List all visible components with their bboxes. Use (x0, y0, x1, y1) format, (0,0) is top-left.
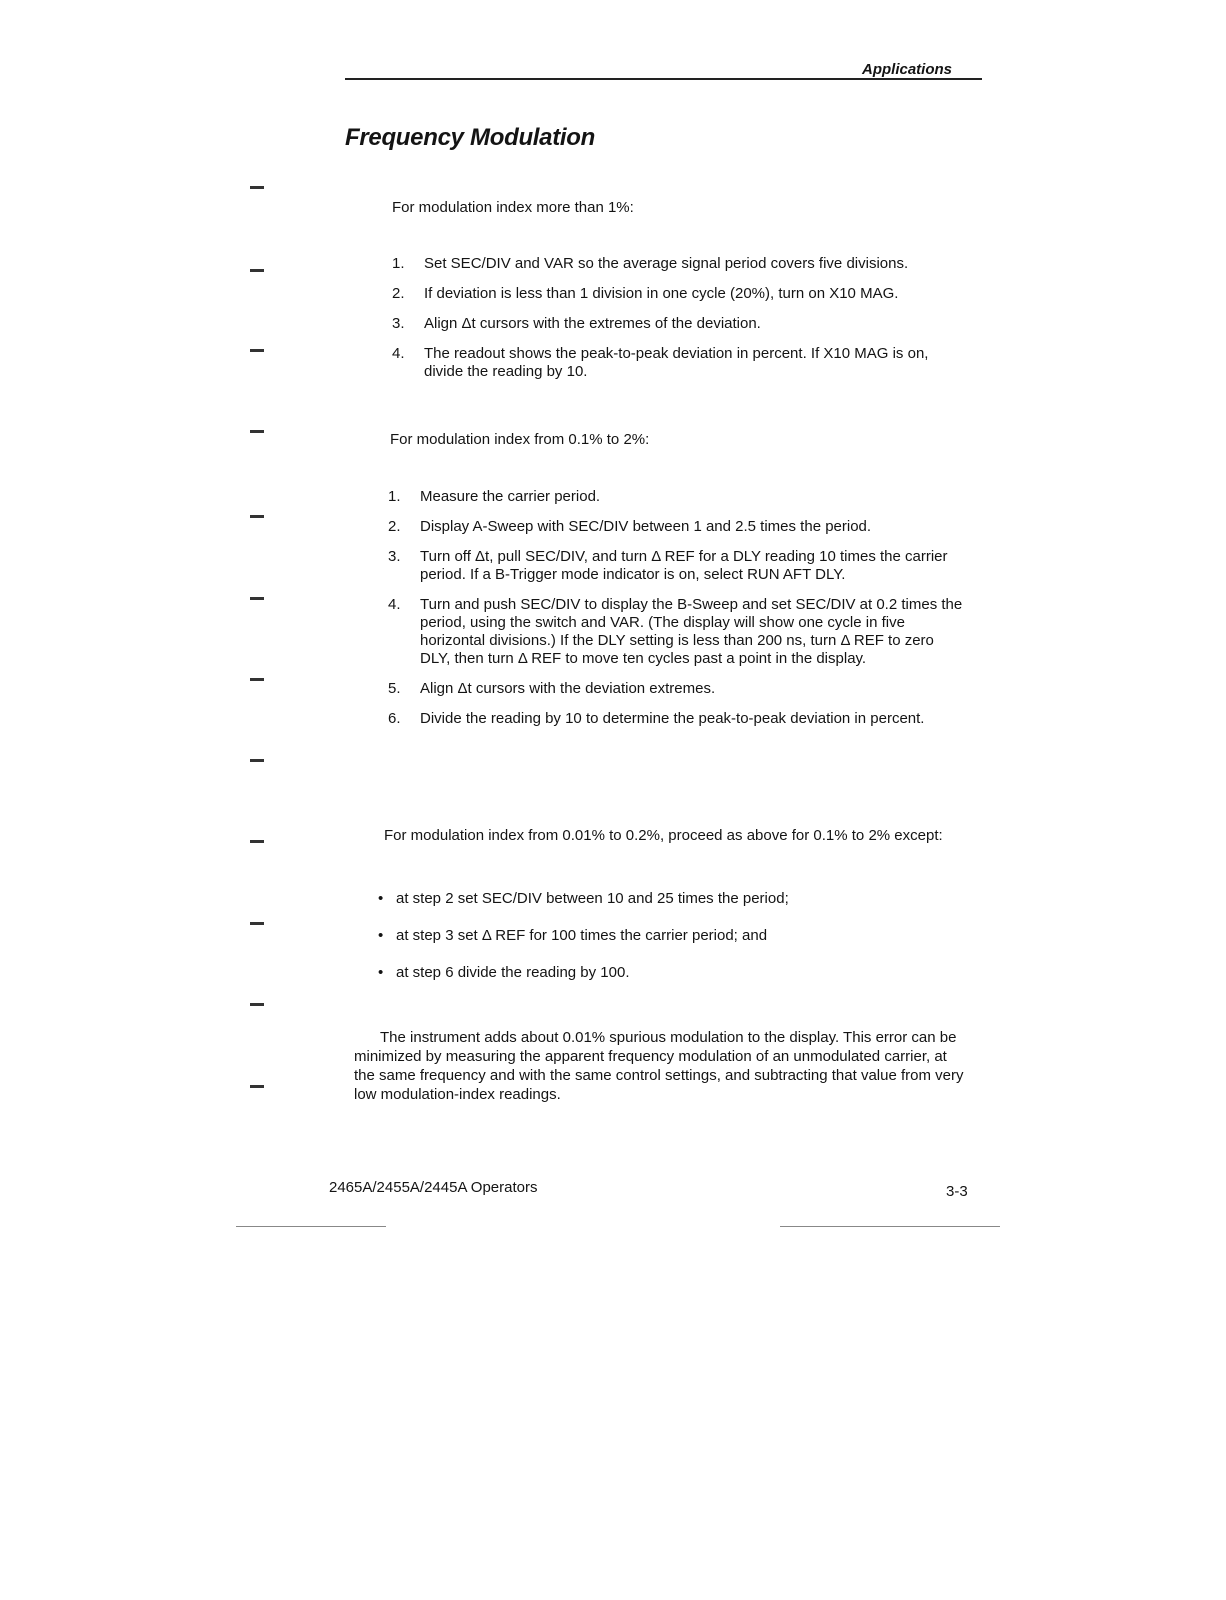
step-number: 1. (392, 255, 405, 272)
step-text: Align Δt cursors with the deviation extremes. (420, 680, 716, 697)
margin-mark (250, 1003, 264, 1006)
margin-mark (250, 759, 264, 762)
scan-artifact-right (780, 1226, 1000, 1227)
step-text: Align Δt cursors with the extremes of the deviation. (424, 315, 761, 332)
step-text: Turn off Δt, pull SEC/DIV, and turn Δ REF for a DLY reading 10 times the carrier period. If a B-Trigger mode indicator is on, select RUN AFT DLY. (420, 548, 948, 583)
margin-mark (250, 1085, 264, 1088)
list-item (388, 596, 963, 668)
list-item: • at step 6 divide the reading by 100. (374, 964, 894, 982)
section1-steps (392, 255, 952, 393)
step-number: 3. (388, 548, 401, 565)
section3-bullets (374, 890, 894, 1001)
list-item (388, 548, 963, 584)
margin-mark (250, 515, 264, 518)
margin-mark (250, 597, 264, 600)
list-item (388, 680, 963, 698)
step-text: Set SEC/DIV and VAR so the average signal period covers five divisions. (424, 255, 909, 272)
step-number: 4. (388, 596, 401, 613)
list-item (392, 285, 952, 303)
footer-manual-title: 2465A/2455A/2445A Operators (329, 1179, 538, 1196)
step-number: 3. (392, 315, 405, 332)
step-text: The readout shows the peak-to-peak deviation in percent. If X10 MAG is on, divide the reading by 10. (424, 345, 929, 380)
section2-steps (388, 488, 963, 740)
margin-mark (250, 269, 264, 272)
margin-mark (250, 922, 264, 925)
step-number: 1. (388, 488, 401, 505)
step-number: 4. (392, 345, 405, 362)
margin-mark (250, 678, 264, 681)
section2-intro: For modulation index from 0.1% to 2%: (390, 431, 650, 448)
list-item: • at step 2 set SEC/DIV between 10 and 25 times the period; (374, 890, 894, 908)
list-item: • at step 3 set Δ REF for 100 times the carrier period; and (374, 927, 894, 945)
header-rule (345, 78, 982, 80)
page-number: 3-3 (946, 1183, 968, 1200)
list-item (388, 710, 963, 728)
step-number: 2. (392, 285, 405, 302)
scan-artifact-left (236, 1226, 386, 1227)
margin-mark (250, 840, 264, 843)
step-text: Measure the carrier period. (420, 488, 601, 505)
step-text: If deviation is less than 1 division in one cycle (20%), turn on X10 MAG. (424, 285, 899, 302)
list-item (392, 345, 952, 381)
margin-mark (250, 186, 264, 189)
section1-intro: For modulation index more than 1%: (392, 199, 634, 216)
section-header: Applications (862, 61, 953, 78)
closing-paragraph: The instrument adds about 0.01% spurious modulation to the display. This error can be minimized by measuring the apparent frequency modulation of an unmodulated carrier, at the same frequency and with the same control settings, and subtracting that value from very low modulation-index readings. (354, 1029, 964, 1103)
step-text: Display A-Sweep with SEC/DIV between 1 and 2.5 times the period. (420, 518, 872, 535)
margin-mark (250, 430, 264, 433)
list-item (388, 488, 963, 506)
step-text: Turn and push SEC/DIV to display the B-Sweep and set SEC/DIV at 0.2 times the period, using the switch and VAR. (The display will show one cycle in five horizontal divisions.) If the DLY setting is less than 200 ns, turn Δ REF to zero DLY, then turn Δ REF to move ten cycles past a point in the display. (420, 596, 963, 667)
list-item (392, 255, 952, 273)
margin-mark (250, 349, 264, 352)
section3-intro: For modulation index from 0.01% to 0.2%, proceed as above for 0.1% to 2% except: (384, 827, 943, 844)
step-number: 2. (388, 518, 401, 535)
step-number: 6. (388, 710, 401, 727)
list-item (388, 518, 963, 536)
page-title: Frequency Modulation (345, 124, 596, 151)
step-text: Divide the reading by 10 to determine the peak-to-peak deviation in percent. (420, 710, 925, 727)
step-number: 5. (388, 680, 401, 697)
list-item (392, 315, 952, 333)
